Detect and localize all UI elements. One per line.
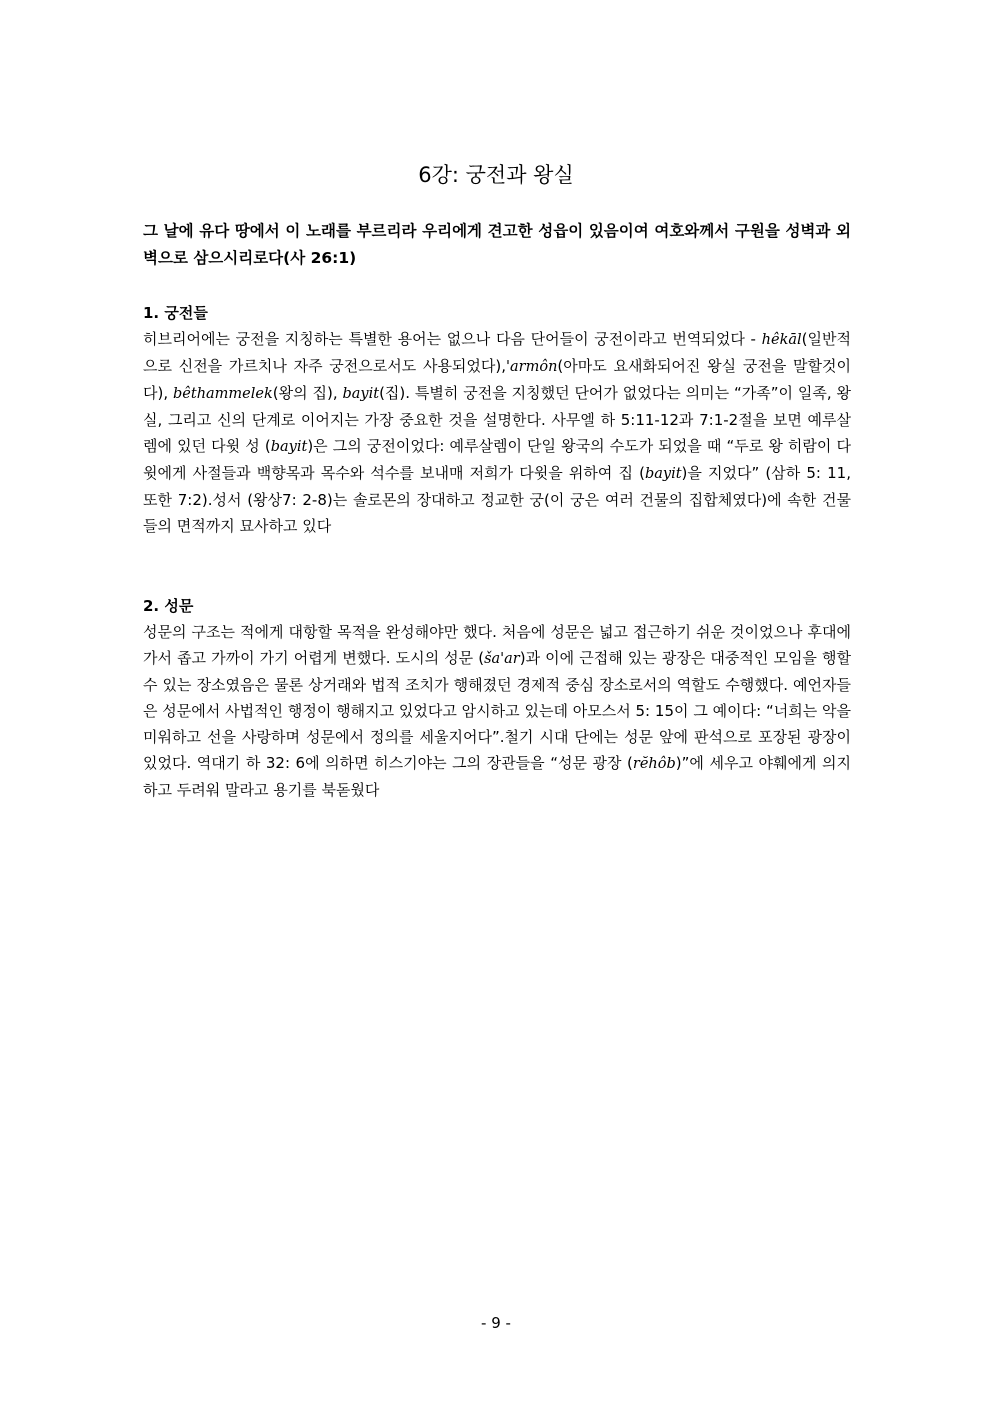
paragraph-text: )과 이에 근접해 있는 광장은 대중적인 모임을 행할 수 있는 장소였음은 물론 상거래와 법적 조치가 행해졌던 경제적 중심 장소로서의 역할도 수행했다. 예언자들은 성문에서 사법적인 행정이 행해지고 있었다고 암시하고 있는데 아모스서 5: 15이 그 예이다: “너희는 악을 미워하고 선을 사랑하며 성문에서 정의를 세울지어다”.철기 시대 단에는 성문 앞에 판석으로 포장된 광장이 있었다. 역대기 하 32: 6에 의하면 히스기야는 그의 장관들을 “성문 광장 (: [143, 649, 851, 772]
hebrew-term: ša'ar: [484, 651, 520, 667]
hebrew-term: bayit: [644, 466, 682, 482]
hebrew-term: 'armôn: [506, 359, 558, 375]
hebrew-term: bayit: [342, 386, 380, 402]
hebrew-term: hêkāl: [761, 332, 802, 348]
page-title: 6강: 궁전과 왕실: [418, 163, 574, 187]
paragraph-text: (왕의 집),: [272, 384, 343, 402]
section-paragraph-gates: [143, 619, 851, 803]
paragraph-text: )은 그의 궁전이었다: 예루살렘이 단일 왕국의 수도가 되었을 때 “두로 왕 히람이 다윗에게 사절들과 백향목과 목수와 석수를 보내매 저희가 다윗을 위하여 집 (: [143, 437, 852, 482]
section-heading-palaces: 1. 궁전들: [143, 304, 208, 322]
hebrew-term: bêthammelek: [173, 386, 273, 402]
paragraph-text: )을 지었다” (삼하 5: 11, 또한 7:2).성서 (왕상7: 2-8)는 솔로몬의 장대하고 정교한 궁(이 궁은 여러 건물의 집합체였다)에 속한 건물들의 면적까지 묘사하고 있다: [143, 464, 851, 535]
hebrew-term: bayit: [270, 439, 308, 455]
paragraph-text: 성문의 구조는 적에게 대항할 목적을 완성해야만 했다. 처음에 성문은 넓고 접근하기 쉬운 것이었으나 후대에 가서 좁고 가까이 가기 어렵게 변했다. 도시의 성문 (: [143, 623, 851, 667]
paragraph-text: (일반적으로 신전을 가르치나 자주 궁전으로서도 사용되었다),: [143, 330, 851, 375]
paragraph-text: (집). 특별히 궁전을 지칭했던 단어가 없었다는 의미는 “가족”이 일족, 왕실, 그리고 신의 단계로 이어지는 가장 중요한 것을 설명한다. 사무엘 하 5:11-12과 7:1-2절을 보면 예루살렘에 있던 다윗 성 (: [143, 384, 851, 455]
paragraph-text: (아마도 요새화되어진 왕실 궁전을 말할것이다),: [143, 357, 851, 402]
paragraph-text: 히브리어에는 궁전을 지칭하는 특별한 용어는 없으나 다음 단어들이 궁전이라고 번역되었다 -: [143, 330, 762, 348]
section-palaces: [143, 300, 851, 539]
section-gates: [143, 593, 851, 803]
paragraph-text: )”에 세우고 야훼에게 의지하고 두려워 말라고 용기를 북돋웠다: [143, 754, 851, 799]
section-paragraph-palaces: [143, 326, 851, 539]
epigraph-quote: 그 날에 유다 땅에서 이 노래를 부르리라 우리에게 견고한 성읍이 있음이여 여호와께서 구원을 성벽과 외벽으로 삼으시리로다(사 26:1): [143, 222, 851, 267]
section-heading-gates: 2. 성문: [143, 597, 194, 615]
page-number: - 9 -: [481, 1314, 511, 1332]
hebrew-term: rĕhôb: [632, 756, 676, 772]
